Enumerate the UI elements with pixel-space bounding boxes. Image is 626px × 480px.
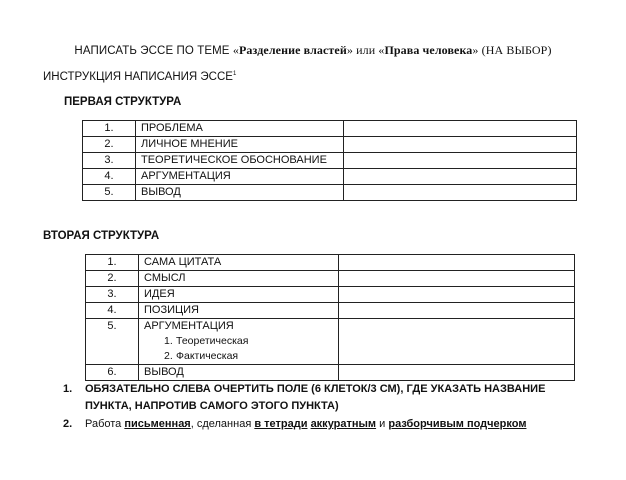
sub-item-number: 2. [164,350,173,362]
table-row [86,303,575,319]
row-value-cell [344,137,577,153]
row-label-text: ВЫВОД [144,366,184,378]
emphasis-legible-handwriting: разборчивым подчерком [388,418,527,430]
row-value-cell [339,319,575,365]
row-label-text: АРГУМЕНТАЦИЯ [144,320,234,332]
row-value-cell [339,303,575,319]
row-label [136,185,344,201]
row-value-cell [344,153,577,169]
table-row [86,287,575,303]
sub-list [144,334,333,364]
title-suffix: (НА ВЫБОР) [478,43,552,57]
table-row [83,153,577,169]
note-text-part: и [376,418,389,430]
emphasis-neat: аккуратным [310,418,377,430]
table-row [83,185,577,201]
row-number: 1. [83,121,136,137]
structure2-heading: ВТОРАЯ СТРУКТУРА [43,230,160,242]
row-value-cell [339,255,575,271]
sub-list-item [144,349,333,364]
row-number: 5. [83,185,136,201]
row-number: 4. [86,303,139,319]
structure2-table [85,254,575,381]
row-label [139,287,339,303]
instruction-heading [43,71,236,83]
row-number: 5. [86,319,139,365]
emphasis-notebook: в тетради [254,418,308,430]
title-prefix: НАПИСАТЬ ЭССЕ ПО ТЕМЕ [74,45,233,57]
quote-open: « [378,43,385,57]
row-label [139,255,339,271]
row-label [139,319,339,365]
row-number: 2. [83,137,136,153]
row-label [136,169,344,185]
note-text-part: , сделанная [190,418,255,430]
topic-human-rights: Права человека [384,43,473,57]
row-label [136,121,344,137]
row-value-cell [344,169,577,185]
row-number: 2. [86,271,139,287]
document-title [0,43,626,58]
row-number: 3. [86,287,139,303]
note-2-text [85,418,526,430]
row-value-cell [344,121,577,137]
row-value-cell [339,287,575,303]
table-row [86,271,575,287]
row-label-text: ТЕОРЕТИЧЕСКОЕ ОБОСНОВАНИЕ [141,154,327,166]
structure1-heading: ПЕРВАЯ СТРУКТУРА [64,96,182,108]
row-label-text: АРГУМЕНТАЦИЯ [141,170,231,182]
sub-item-number: 1. [164,335,173,347]
table-row [83,121,577,137]
sub-item-label: Фактическая [176,350,239,362]
row-number: 4. [83,169,136,185]
sub-list-item [144,334,333,349]
row-label-text: СМЫСЛ [144,272,186,284]
table-row [83,137,577,153]
title-connector: или [352,43,379,57]
row-label [136,137,344,153]
topic-separation-of-powers: Разделение властей [239,43,347,57]
row-value-cell [339,271,575,287]
row-value-cell [344,185,577,201]
table-row [86,319,575,365]
row-number: 3. [83,153,136,169]
row-label-text: ПРОБЛЕМА [141,122,203,134]
note-number: 1. [63,383,73,395]
quote-open: « [232,43,239,57]
row-label [139,271,339,287]
row-label-text: ИДЕЯ [144,288,175,300]
note-1-line-2: ПУНКТА, НАПРОТИВ САМОГО ЭТОГО ПУНКТА) [85,400,339,412]
row-label-text: ВЫВОД [141,186,181,198]
row-label-text: ПОЗИЦИЯ [144,304,199,316]
instruction-text: ИНСТРУКЦИЯ НАПИСАНИЯ ЭССЕ [43,71,233,83]
emphasis-written: письменная [124,418,191,430]
row-number: 6. [86,365,139,381]
table-row [86,255,575,271]
footnote-marker: 1 [232,71,237,78]
note-number: 2. [63,418,73,430]
note-1-continuation [85,400,339,412]
note-text-part: Работа [85,418,125,430]
row-number: 1. [86,255,139,271]
row-label [136,153,344,169]
table-row [86,365,575,381]
table-row [83,169,577,185]
quote-close: » [346,43,353,57]
quote-close: » [472,43,479,57]
row-value-cell [339,365,575,381]
row-label-text: САМА ЦИТАТА [144,256,222,268]
row-label [139,303,339,319]
row-label-text: ЛИЧНОЕ МНЕНИЕ [141,138,238,150]
structure1-table [82,120,577,201]
sub-item-label: Теоретическая [176,335,249,347]
row-label [139,365,339,381]
note-1-line-1: ОБЯЗАТЕЛЬНО СЛЕВА ОЧЕРТИТЬ ПОЛЕ (6 КЛЕТОК/3 СМ), ГДЕ УКАЗАТЬ НАЗВАНИЕ [85,383,546,395]
